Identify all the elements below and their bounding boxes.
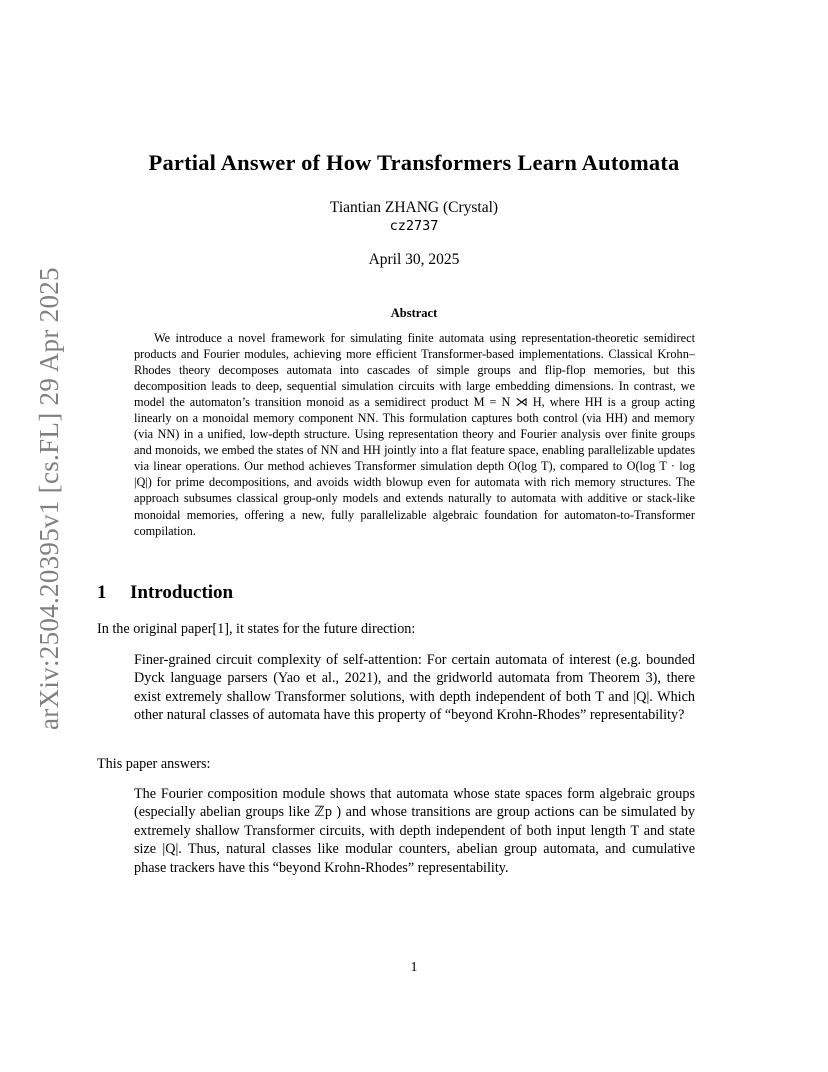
intro-paragraph: In the original paper[1], it states for the future direction:	[97, 621, 416, 637]
section-number: 1	[97, 582, 107, 603]
abstract-text: We introduce a novel framework for simulating finite automata using representation-theoretic semidirect products and Fourier modules, achieving more efficient Transformer-based implementations. Classical Krohn–Rhodes theory decomposes automata into cascades of simple groups and flip-flop memories, but this decomposition leads to deep, sequential simulation circuits with large embedding dimensions. In contrast, we model the automaton’s transition monoid as a semidirect product M = N ⋊ H, where HH is a group acting linearly on a monoidal memory component NN. This formulation captures both control (via HH) and memory (via NN) in a unified, low-depth structure. Using representation theory and Fourier analysis over finite groups and monoids, we embed the states of NN and HH jointly into a flat feature space, enabling parallelizable updates via linear operations. Our method achieves Transformer simulation depth O(log T), compared to O(log T · log |Q|) for prime decompositions, and avoids width blowup even for automata with rich memory structures. The approach subsumes classical group-only models and extends naturally to automata with additive or stack-like monoidal memories, offering a new, fully parallelizable algebraic foundation for automaton-to-Transformer compilation.	[134, 331, 695, 538]
future-direction-quote: Finer-grained circuit complexity of self-attention: For certain automata of interest (e.g. bounded Dyck language parsers (Yao et al., 2021), and the gridworld automata from Theorem 3), there exist extremely shallow Transformer solutions, with depth independent of both T and |Q|. Which other natural classes of automata have this property of “beyond Krohn-Rhodes” representability?	[134, 652, 695, 724]
answer-quote: The Fourier composition module shows that automata whose state spaces form algebraic groups (especially abelian groups like ℤp ) and whose transitions are group actions can be simulated by extremely shallow Transformer circuits, with depth independent of both input length T and state size |Q|. Thus, natural classes like modular counters, abelian group automata, and cumulative phase trackers have this “beyond Krohn-Rhodes” representability.	[134, 786, 695, 876]
answers-label: This paper answers:	[97, 756, 211, 772]
section-title: Introduction	[130, 582, 234, 603]
paper-date: April 30, 2025	[368, 251, 460, 268]
author-email: cz2737	[389, 218, 439, 234]
paper-title: Partial Answer of How Transformers Learn Automata	[148, 150, 680, 175]
author-name: Tiantian ZHANG (Crystal)	[329, 199, 499, 216]
abstract-heading: Abstract	[390, 306, 438, 320]
arxiv-identifier: arXiv:2504.20395v1 [cs.FL] 29 Apr 2025	[34, 267, 64, 730]
section-heading	[97, 582, 233, 604]
page-number: 1	[410, 960, 418, 975]
